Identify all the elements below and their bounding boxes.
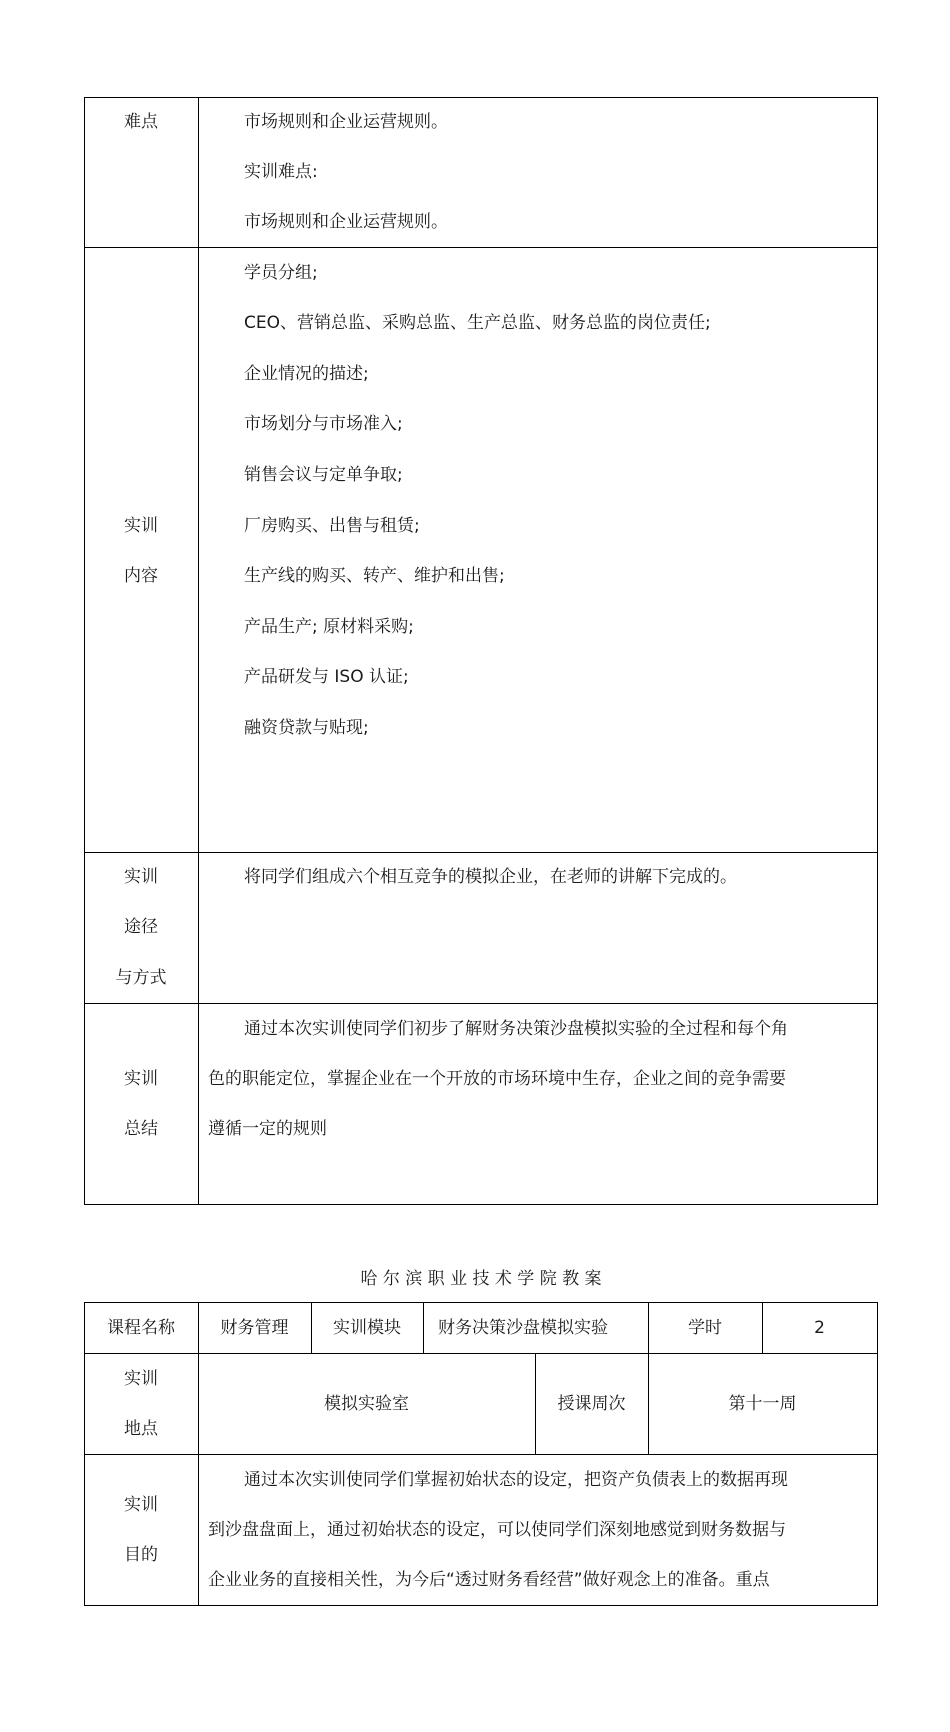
summary-line: 遵循一定的规则 <box>208 1119 327 1139</box>
purpose-label: 目的 <box>124 1545 158 1565</box>
week-label: 授课周次 <box>557 1394 626 1414</box>
summary-label: 总结 <box>124 1119 158 1139</box>
course-name-label: 课程名称 <box>107 1318 175 1338</box>
table-1-border-bottom <box>84 1204 878 1205</box>
course-name-value: 财务管理 <box>220 1318 289 1338</box>
hours-label: 学时 <box>688 1318 722 1338</box>
method-label: 与方式 <box>115 968 167 988</box>
table-2-column-divider <box>423 1302 424 1353</box>
table-1-divider <box>84 247 878 248</box>
method-label: 实训 <box>124 867 158 887</box>
content-line: 企业情况的描述; <box>244 364 369 384</box>
difficulty-line: 市场规则和企业运营规则。 <box>244 112 448 132</box>
content-line: 产品生产; 原材料采购; <box>244 617 414 637</box>
location-label: 地点 <box>124 1419 158 1439</box>
table-2-divider <box>84 1454 878 1455</box>
method-label: 途径 <box>124 917 158 937</box>
module-label: 实训模块 <box>333 1318 401 1338</box>
purpose-label: 实训 <box>124 1495 158 1515</box>
table-1-column-divider <box>198 97 199 1205</box>
content-label: 实训 <box>124 516 158 536</box>
content-line: 销售会议与定单争取; <box>244 465 403 485</box>
location-label: 实训 <box>124 1369 158 1389</box>
table-2-column-divider <box>198 1302 199 1606</box>
table-2-border-right <box>877 1302 878 1606</box>
table-2-border-top <box>84 1302 878 1303</box>
document-heading: 哈 尔 滨 职 业 技 术 学 院 教 案 <box>360 1269 602 1289</box>
hours-value: 2 <box>814 1318 825 1338</box>
location-value: 模拟实验室 <box>324 1394 409 1414</box>
module-value: 财务决策沙盘模拟实验 <box>438 1318 608 1338</box>
content-line: 学员分组; <box>244 263 318 283</box>
content-line: 融资贷款与贴现; <box>244 718 369 738</box>
difficulty-line: 实训难点: <box>244 162 318 182</box>
table-2-border-bottom <box>84 1605 878 1606</box>
purpose-line: 通过本次实训使同学们掌握初始状态的设定，把资产负债表上的数据再现 <box>244 1470 788 1490</box>
method-text: 将同学们组成六个相互竞争的模拟企业，在老师的讲解下完成的。 <box>244 867 737 887</box>
purpose-line: 到沙盘盘面上，通过初始状态的设定，可以使同学们深刻地感觉到财务数据与 <box>208 1520 786 1540</box>
summary-line: 通过本次实训使同学们初步了解财务决策沙盘模拟实验的全过程和每个角 <box>244 1019 788 1039</box>
summary-label: 实训 <box>124 1069 158 1089</box>
content-line: CEO、营销总监、采购总监、生产总监、财务总监的岗位责任; <box>244 313 711 333</box>
summary-line: 色的职能定位，掌握企业在一个开放的市场环境中生存，企业之间的竞争需要 <box>208 1069 786 1089</box>
purpose-line: 企业业务的直接相关性，为今后“透过财务看经营”做好观念上的准备。重点 <box>208 1570 770 1590</box>
table-1-border-right <box>877 97 878 1205</box>
difficulty-label: 难点 <box>124 112 158 132</box>
content-line: 产品研发与 ISO 认证; <box>244 667 409 687</box>
content-line: 厂房购买、出售与租赁; <box>244 516 420 536</box>
table-2-divider <box>84 1353 878 1354</box>
content-line: 市场划分与市场准入; <box>244 414 403 434</box>
table-1-border-left <box>84 97 85 1205</box>
content-line: 生产线的购买、转产、维护和出售; <box>244 566 505 586</box>
table-1-divider <box>84 1003 878 1004</box>
difficulty-line: 市场规则和企业运营规则。 <box>244 212 448 232</box>
table-1-divider <box>84 852 878 853</box>
content-label: 内容 <box>124 566 158 586</box>
table-1-border-top <box>84 97 878 98</box>
week-value: 第十一周 <box>728 1394 797 1414</box>
